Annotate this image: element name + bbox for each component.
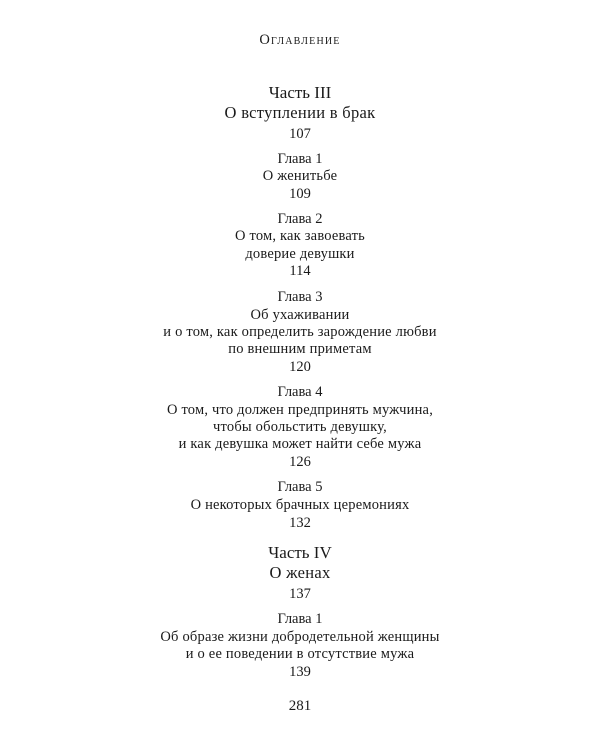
part-3-chapter-1-title: О женитьбе [262,168,338,184]
part-3-chapter-4-title-line-3: и как девушка может найти себе мужа [178,436,422,452]
part-4-page: 137 [289,586,311,602]
part-3-chapter-3-title-line-3: по внешним приметам [228,341,372,357]
part-3-chapter-1-label: Глава 1 [277,151,323,167]
part-4-chapter-1-label: Глава 1 [277,611,323,627]
part-3-chapter-3-label: Глава 3 [277,289,323,305]
part-4-title: О женах [269,563,331,582]
part-3-chapter-2-label: Глава 2 [277,211,323,227]
part-3-chapter-4-title-line-1: О том, что должен предпринять мужчина, [166,402,434,418]
part-4-label: Часть IV [268,543,332,562]
part-3-chapter-5-title: О некоторых брачных церемониях [190,497,410,513]
part-3-chapter-4-label: Глава 4 [277,384,323,400]
toc-heading: Оглавление [259,32,341,48]
part-3-chapter-5-label: Глава 5 [277,479,323,495]
part-3-page: 107 [289,126,311,142]
part-4-chapter-1-title-line-2: и о ее поведении в отсутствие мужа [185,646,415,662]
part-3-chapter-1-page: 109 [289,186,311,202]
part-3-label: Часть III [268,83,332,102]
part-4-chapter-1-title-line-1: Об образе жизни добродетельной женщины [160,629,440,645]
part-3-chapter-2-title-line-2: доверие девушки [245,246,355,262]
part-3-chapter-3-page: 120 [289,359,311,375]
part-3-chapter-3-title-line-1: Об ухаживании [250,307,350,323]
part-3-chapter-4-page: 126 [289,454,311,470]
part-3-chapter-5-page: 132 [289,515,311,531]
part-3-chapter-2-title-line-1: О том, как завоевать [234,228,365,244]
part-4-chapter-1-page: 139 [289,664,311,680]
part-3-chapter-4-title-line-2: чтобы обольстить девушку, [213,419,387,435]
part-3-chapter-2-page: 114 [289,263,311,279]
part-3-title: О вступлении в брак [224,103,376,122]
page-number: 281 [288,698,312,714]
part-3-chapter-3-title-line-2: и о том, как определить зарождение любви [163,324,437,340]
